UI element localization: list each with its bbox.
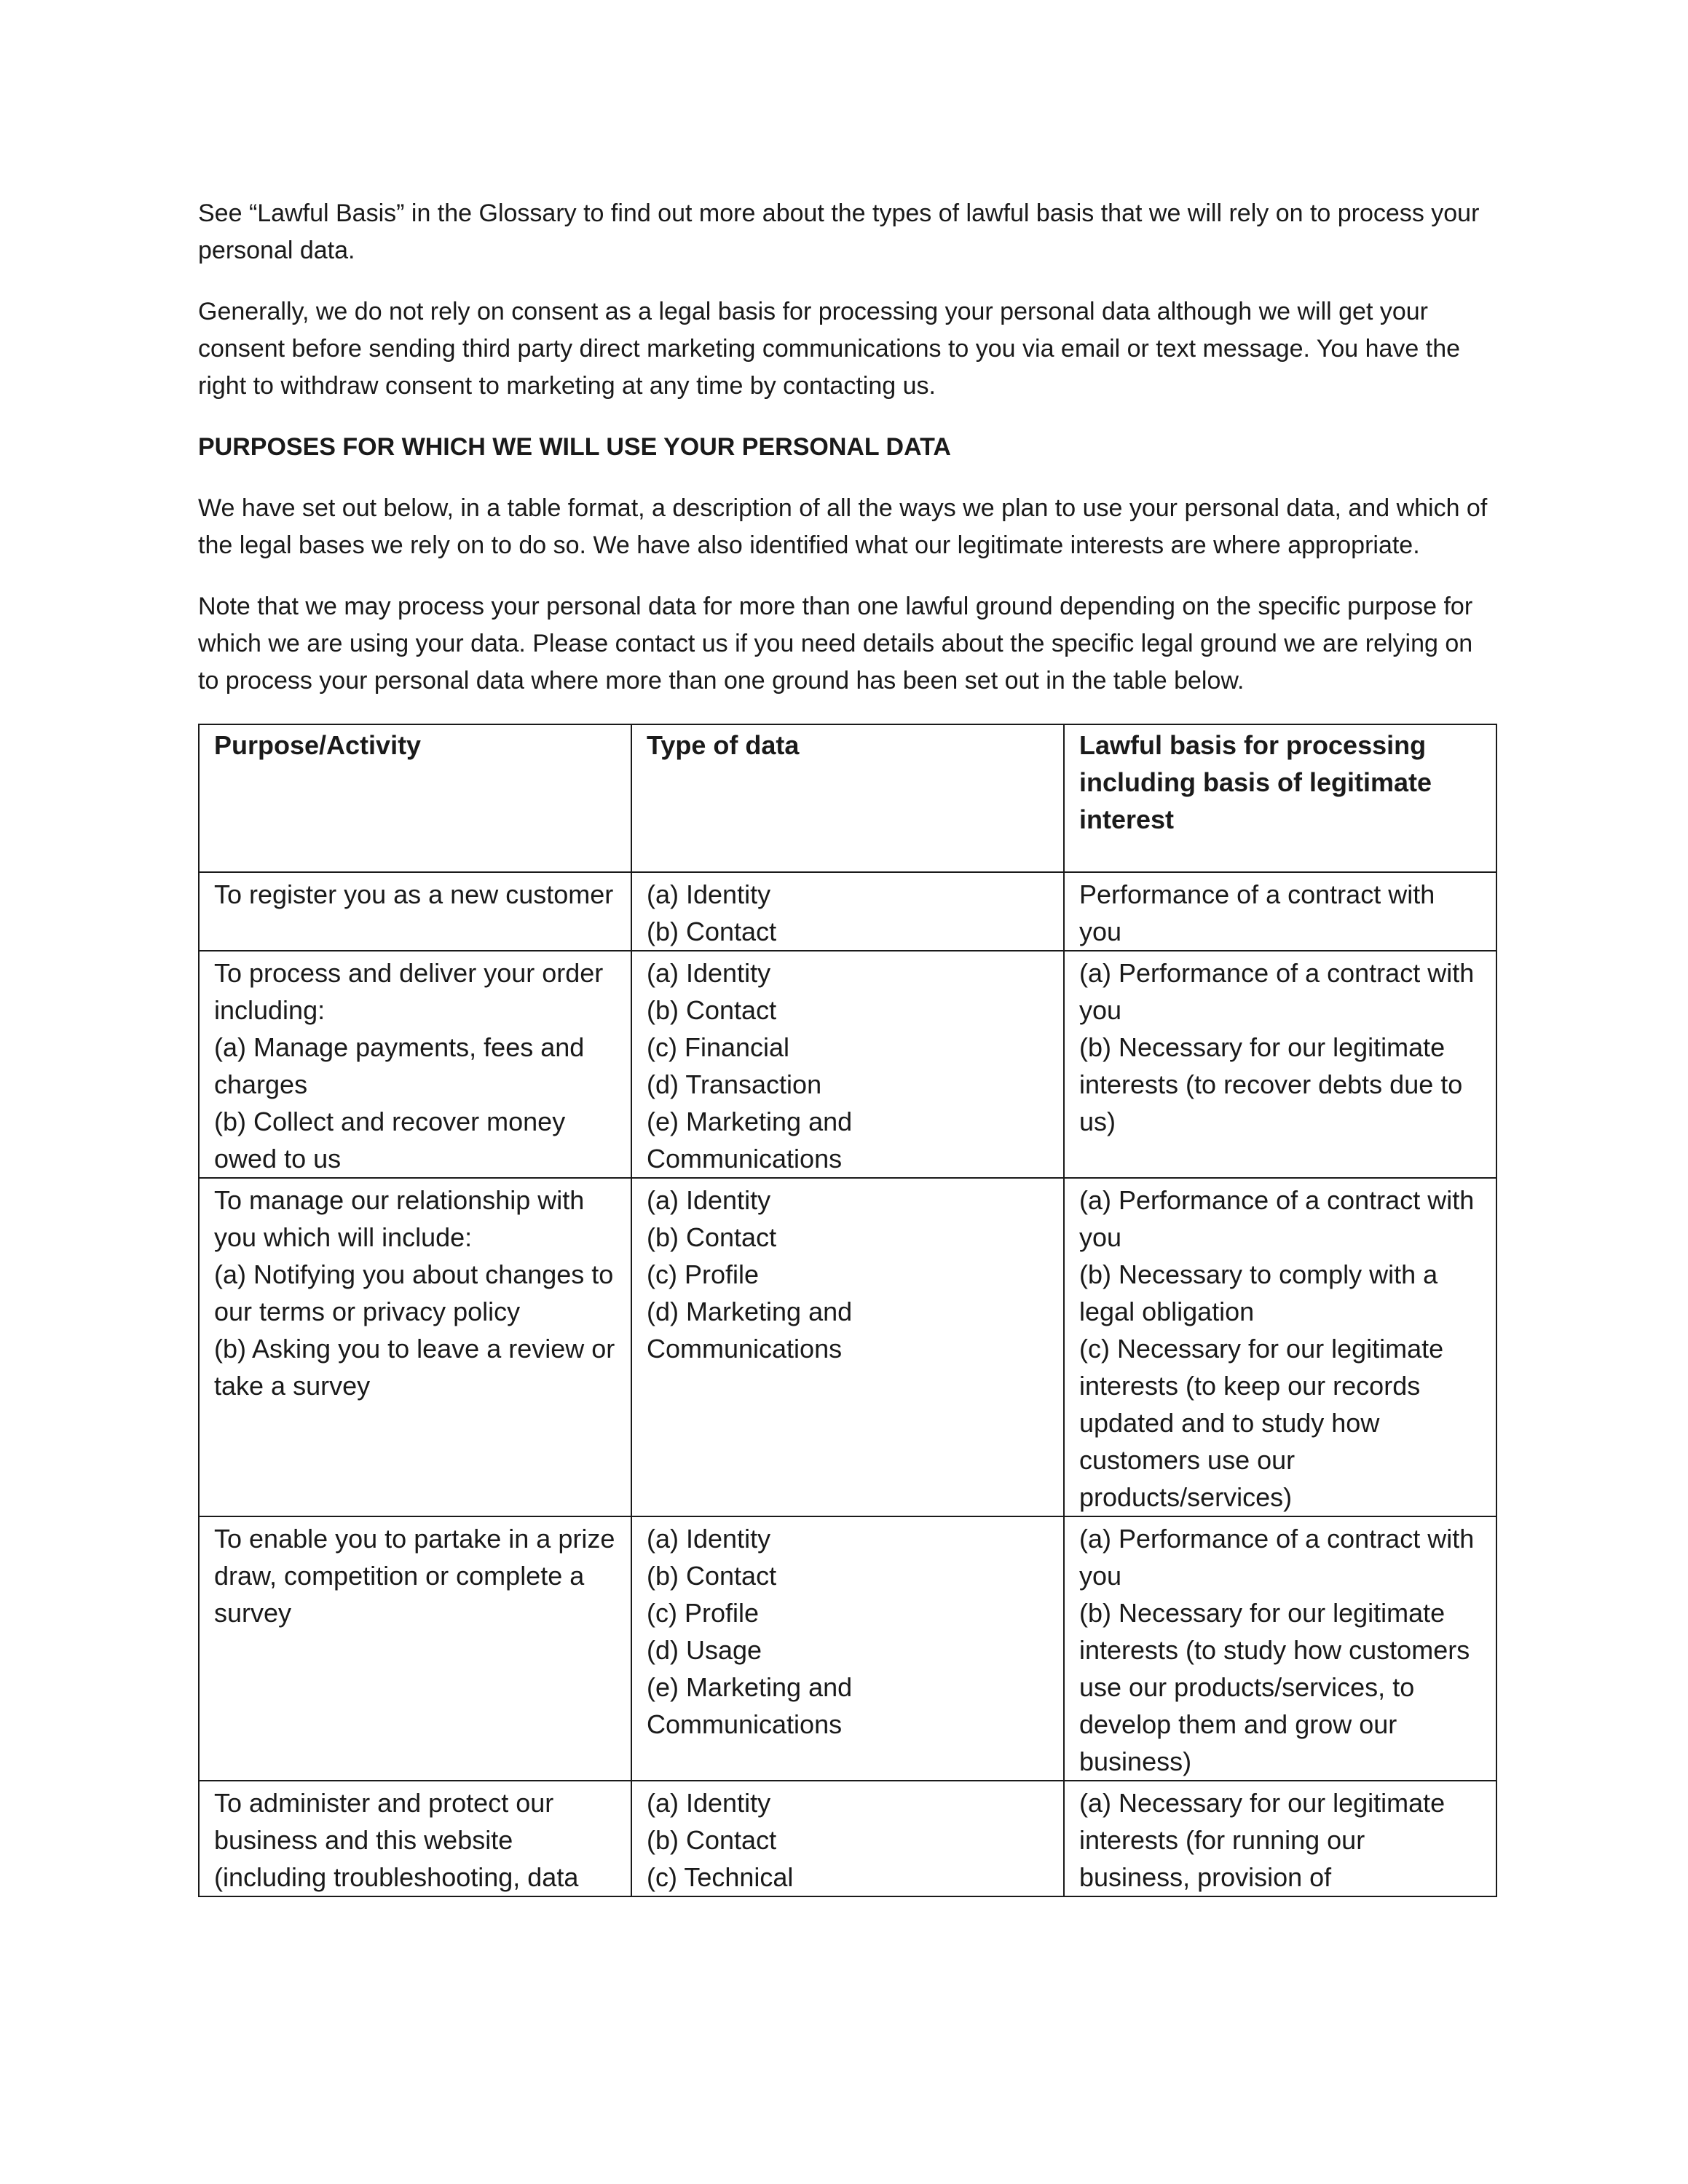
type-item: (c) Financial <box>647 1032 790 1062</box>
basis-cell <box>1064 1781 1496 1896</box>
type-item: (b) Contact <box>647 1561 777 1591</box>
basis-cell <box>1064 1516 1496 1781</box>
type-item: (b) Contact <box>647 1222 777 1252</box>
basis-item: (a) Performance of a contract with you <box>1079 958 1475 1025</box>
table-row <box>199 1516 1496 1781</box>
type-item: (d) Usage <box>647 1635 762 1665</box>
type-item: (a) Identity <box>647 879 771 909</box>
purpose-cell <box>199 1516 631 1781</box>
purpose-cell <box>199 1178 631 1516</box>
basis-cell <box>1064 1178 1496 1516</box>
purpose-text: To administer and protect our business and this website (including troubleshooting, data <box>214 1788 579 1892</box>
header-purpose: Purpose/Activity <box>199 724 631 872</box>
basis-item: Performance of a contract with you <box>1079 879 1435 946</box>
type-item: (b) Contact <box>647 1825 777 1855</box>
basis-item: (b) Necessary for our legitimate interests (to recover debts due to us) <box>1079 1032 1463 1136</box>
type-item: (a) Identity <box>647 958 771 988</box>
basis-item: (a) Performance of a contract with you <box>1079 1185 1475 1252</box>
type-item: (e) Marketing and Communications <box>647 1672 853 1739</box>
paragraph-lawful-basis: See “Lawful Basis” in the Glossary to find out more about the types of lawful basis that we will rely on to process your personal data. <box>198 199 1480 264</box>
basis-item: (a) Performance of a contract with you <box>1079 1524 1475 1591</box>
type-item: (b) Contact <box>647 995 777 1025</box>
type-cell <box>631 951 1064 1178</box>
table-row <box>199 951 1496 1178</box>
basis-item: (b) Necessary for our legitimate interests (to study how customers use our products/services, to develop them and grow our business) <box>1079 1598 1470 1776</box>
type-item: (a) Identity <box>647 1524 771 1554</box>
type-item: (d) Transaction <box>647 1069 822 1099</box>
purpose-text: To process and deliver your order including: <box>214 958 604 1025</box>
type-item: (e) Marketing and Communications <box>647 1107 853 1174</box>
type-item: (c) Profile <box>647 1259 760 1289</box>
paragraph-lawful-ground-note: Note that we may process your personal data for more than one lawful ground depending on the specific purpose for which we are using your data. Please contact us if you need details about the specific legal ground we are relying on to process your personal data where more than one ground has been set out in the table below. <box>198 593 1473 695</box>
type-cell <box>631 1178 1064 1516</box>
purpose-cell <box>199 1781 631 1896</box>
paragraph-table-intro: We have set out below, in a table format, a description of all the ways we plan to use your personal data, and which of the legal bases we rely on to do so. We have also identified what our legitimate interests are where appropriate. <box>198 494 1488 559</box>
type-item: (b) Contact <box>647 917 777 946</box>
purpose-cell <box>199 951 631 1178</box>
purpose-text: To manage our relationship with you which will include: <box>214 1185 585 1252</box>
purpose-item: (b) Asking you to leave a review or take a survey <box>214 1334 615 1401</box>
basis-cell <box>1064 872 1496 951</box>
purpose-item: (a) Notifying you about changes to our terms or privacy policy <box>214 1259 614 1326</box>
purpose-cell <box>199 872 631 951</box>
table-row <box>199 872 1496 951</box>
type-item: (c) Technical <box>647 1862 794 1892</box>
purpose-text: To register you as a new customer <box>214 879 614 909</box>
basis-cell <box>1064 951 1496 1178</box>
purpose-text: To enable you to partake in a prize draw, competition or complete a survey <box>214 1524 615 1628</box>
document-page <box>198 195 1496 1897</box>
type-cell <box>631 1781 1064 1896</box>
basis-item: (a) Necessary for our legitimate interests (for running our business, provision of <box>1079 1788 1446 1892</box>
table-row <box>199 1178 1496 1516</box>
basis-item: (b) Necessary to comply with a legal obligation <box>1079 1259 1438 1326</box>
table-header-row <box>199 724 1496 872</box>
purpose-item: (b) Collect and recover money owed to us <box>214 1107 566 1174</box>
purposes-table <box>198 724 1497 1897</box>
type-cell <box>631 872 1064 951</box>
type-item: (a) Identity <box>647 1185 771 1215</box>
section-heading: PURPOSES FOR WHICH WE WILL USE YOUR PERSONAL DATA <box>198 433 951 461</box>
header-type-of-data: Type of data <box>631 724 1064 872</box>
type-item: (c) Profile <box>647 1598 760 1628</box>
header-lawful-basis: Lawful basis for processing including basis of legitimate interest <box>1064 724 1496 872</box>
purpose-item: (a) Manage payments, fees and charges <box>214 1032 585 1099</box>
table-row <box>199 1781 1496 1896</box>
paragraph-consent: Generally, we do not rely on consent as a legal basis for processing your personal data although we will get your consent before sending third party direct marketing communications to you via email or text message. You have the right to withdraw consent to marketing at any time by contacting us. <box>198 298 1461 400</box>
type-item: (a) Identity <box>647 1788 771 1818</box>
type-item: (d) Marketing and Communications <box>647 1297 853 1364</box>
basis-item: (c) Necessary for our legitimate interests (to keep our records updated and to study how customers use our products/services) <box>1079 1334 1444 1512</box>
type-cell <box>631 1516 1064 1781</box>
